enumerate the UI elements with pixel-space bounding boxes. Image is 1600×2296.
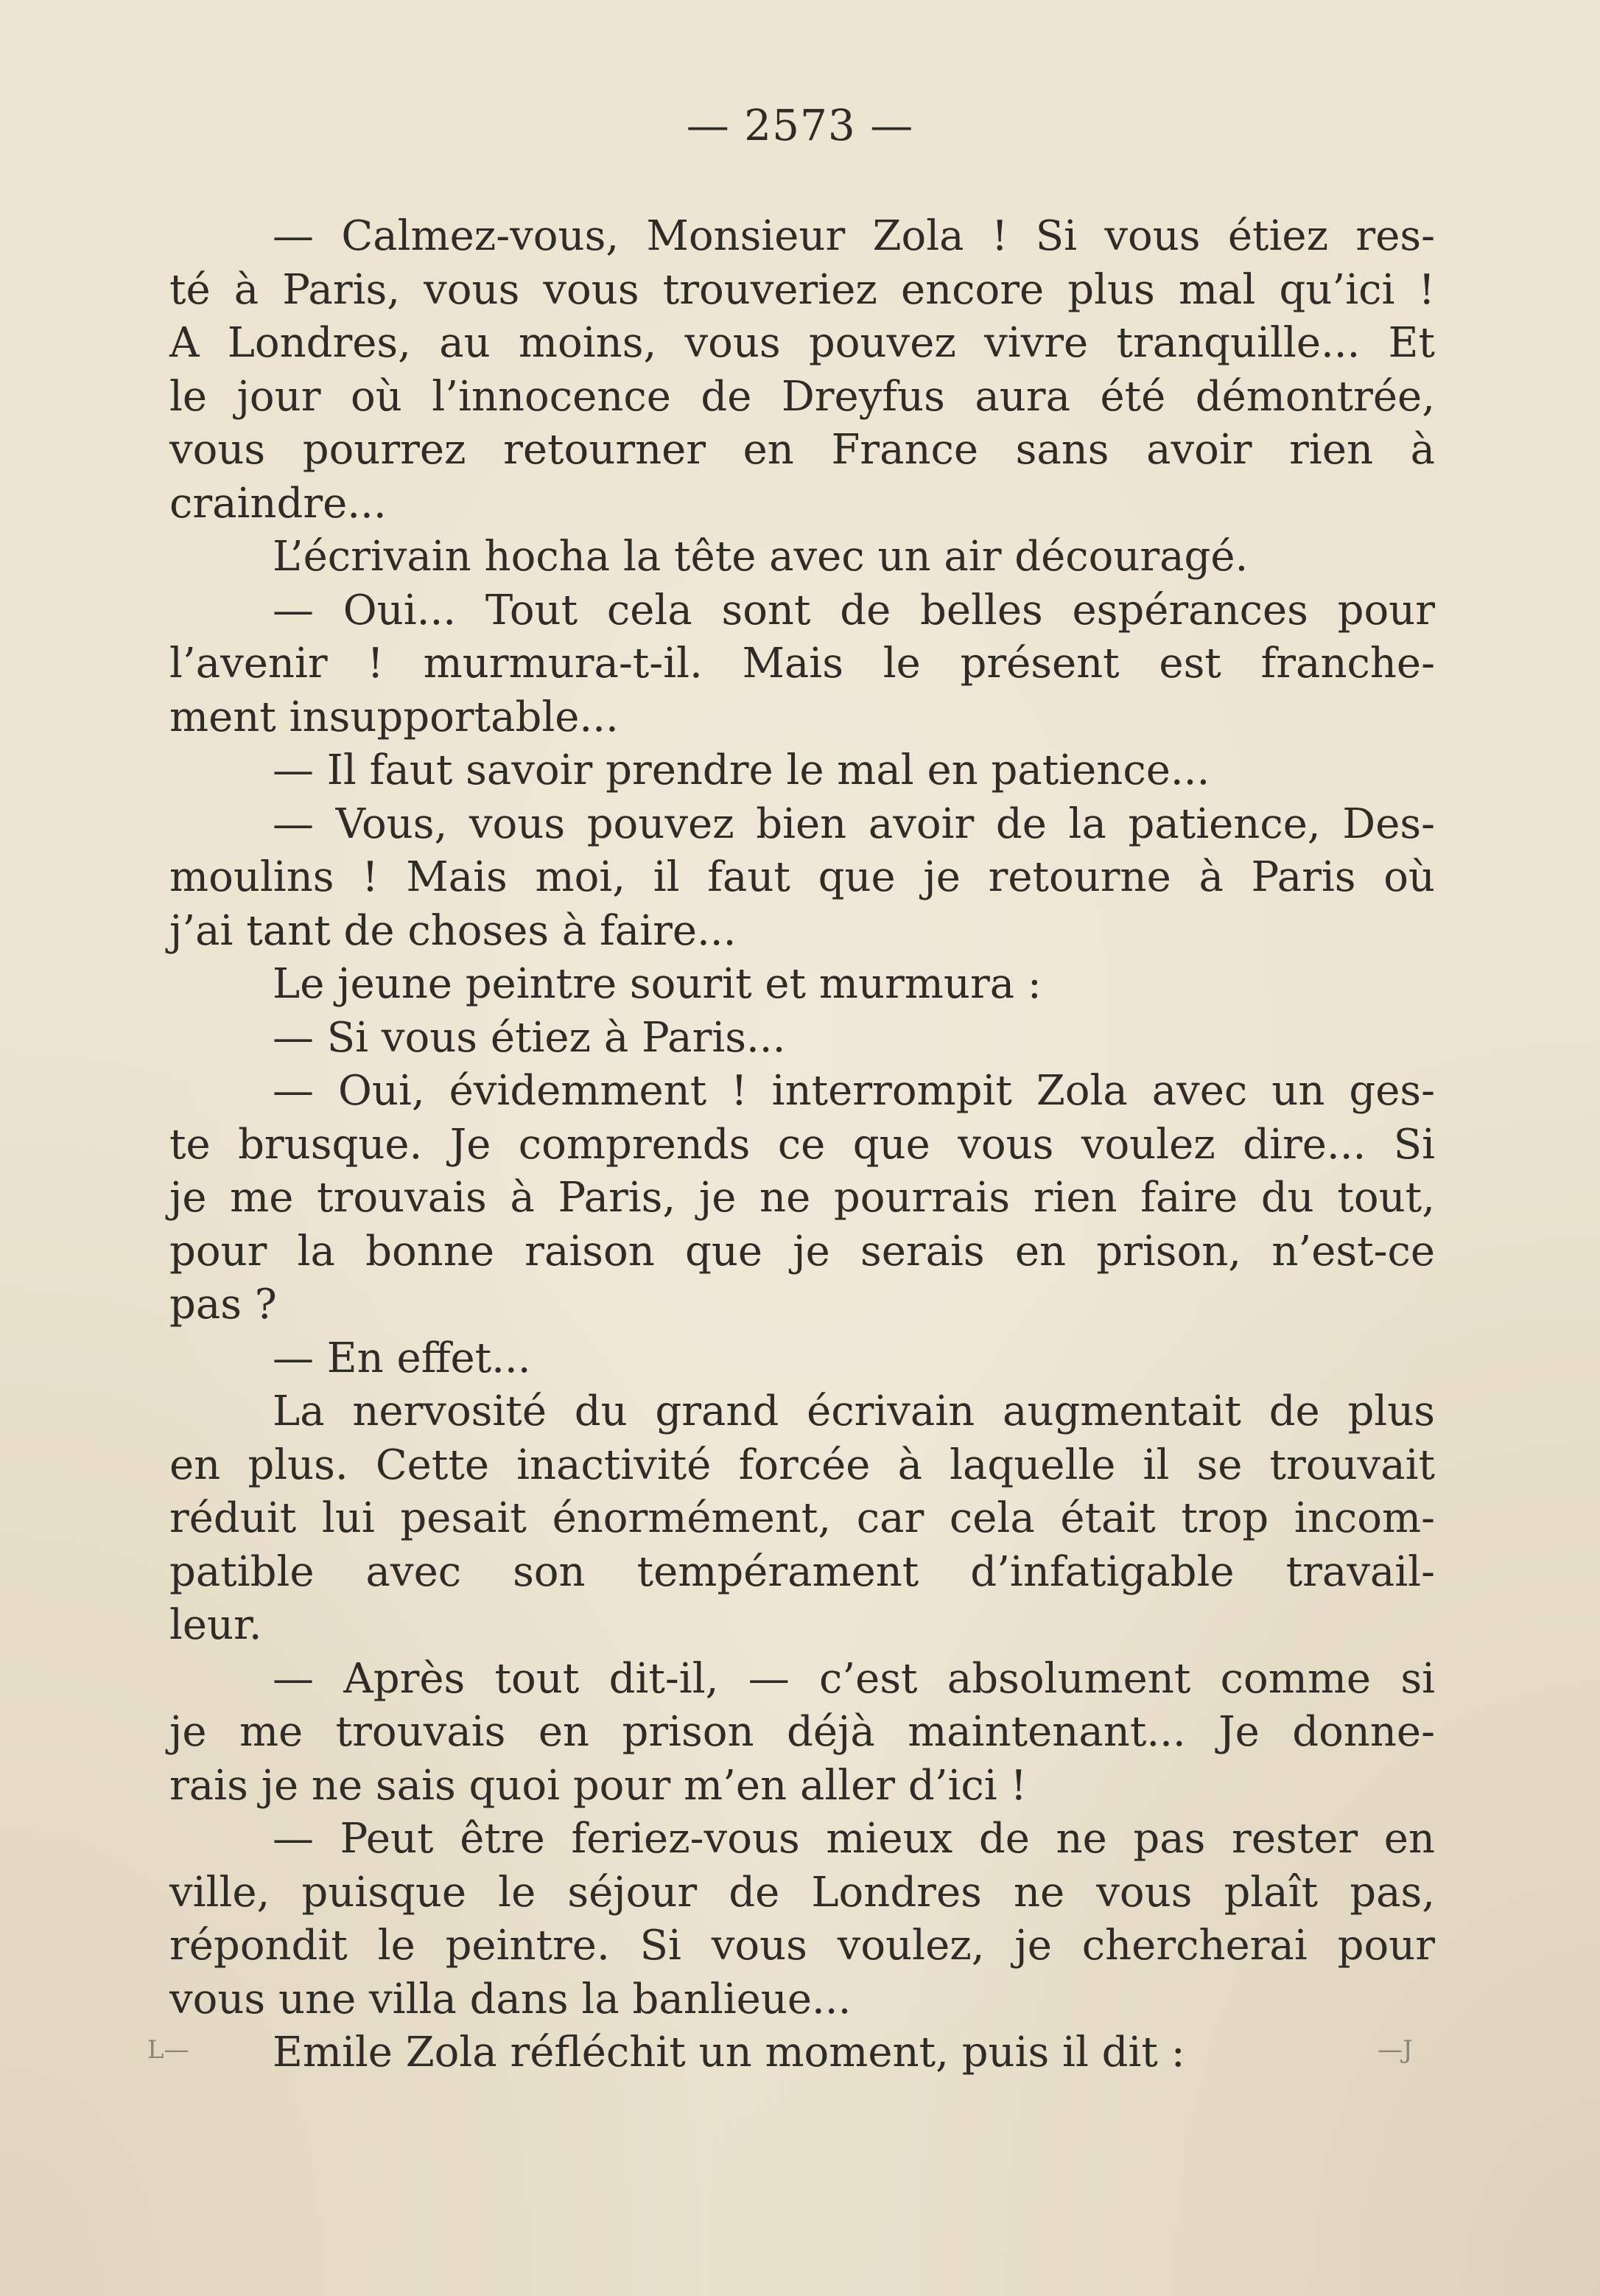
text-line: — Peut être feriez-vous mieux de ne pas rester en [273,1815,1435,1863]
text-line: réduit lui pesait énormément, car cela était trop incom- [169,1494,1435,1542]
text-line: te brusque. Je comprends ce que vous voulez dire... Si [169,1120,1435,1169]
text-line: — Oui... Tout cela sont de belles espérances pour [273,586,1435,634]
text-line: répondit le peintre. Si vous voulez, je chercherai pour [169,1922,1435,1970]
text-line: ment insupportable... [169,693,619,741]
text-line: L’écrivain hocha la tête avec un air découragé. [273,533,1249,581]
text-line: j’ai tant de choses à faire... [169,906,737,955]
text-line: leur. [169,1601,262,1649]
text-line: le jour où l’innocence de Dreyfus aura été démontrée, [169,372,1435,421]
text-line: La nervosité du grand écrivain augmentait de plus [273,1387,1435,1435]
text-line: té à Paris, vous vous trouveriez encore plus mal qu’ici ! [169,265,1435,314]
text-line: en plus. Cette inactivité forcée à laquelle il se trouvait [169,1441,1435,1489]
text-line: je me trouvais en prison déjà maintenant... Je donne- [169,1708,1435,1756]
text-line: je me trouvais à Paris, je ne pourrais rien faire du tout, [169,1174,1435,1222]
text-line: patible avec son tempérament d’infatigable travail- [169,1547,1435,1596]
bottom-left-mark: L— [147,2035,189,2065]
text-line: — Il faut savoir prendre le mal en patience... [273,746,1210,794]
page-number: — 2573 — [686,100,914,150]
text-line: pas ? [169,1281,277,1329]
text-line: — Après tout dit-il, — c’est absolument comme si [273,1654,1435,1703]
text-line: vous pourrez retourner en France sans avoir rien à [169,426,1435,474]
text-line: vous une villa dans la banlieue... [169,1975,852,2023]
text-line: — Vous, vous pouvez bien avoir de la patience, Des- [273,799,1435,848]
bottom-right-mark: —J [1378,2035,1413,2065]
body-text [169,210,1435,2080]
text-line: ville, puisque le séjour de Londres ne vous plaît pas, [169,1868,1435,1917]
text-line: — Calmez-vous, Monsieur Zola ! Si vous étiez res- [273,212,1435,260]
text-line: A Londres, au moins, vous pouvez vivre tranquille... Et [169,319,1435,367]
text-line: moulins ! Mais moi, il faut que je retourne à Paris où [169,853,1435,901]
text-line: Le jeune peintre sourit et murmura : [273,960,1042,1008]
text-line: — En effet... [273,1334,531,1382]
text-line: pour la bonne raison que je serais en prison, n’est-ce [169,1227,1435,1275]
text-line: — Si vous étiez à Paris... [273,1013,786,1062]
text-line: Emile Zola réfléchit un moment, puis il dit : [273,2029,1185,2076]
text-line: l’avenir ! murmura-t-il. Mais le présent est franche- [169,640,1435,687]
text-line: craindre... [169,479,387,528]
text-line: — Oui, évidemment ! interrompit Zola avec un ges- [273,1067,1435,1115]
text-line: rais je ne sais quoi pour m’en aller d’ici ! [169,1761,1027,1810]
